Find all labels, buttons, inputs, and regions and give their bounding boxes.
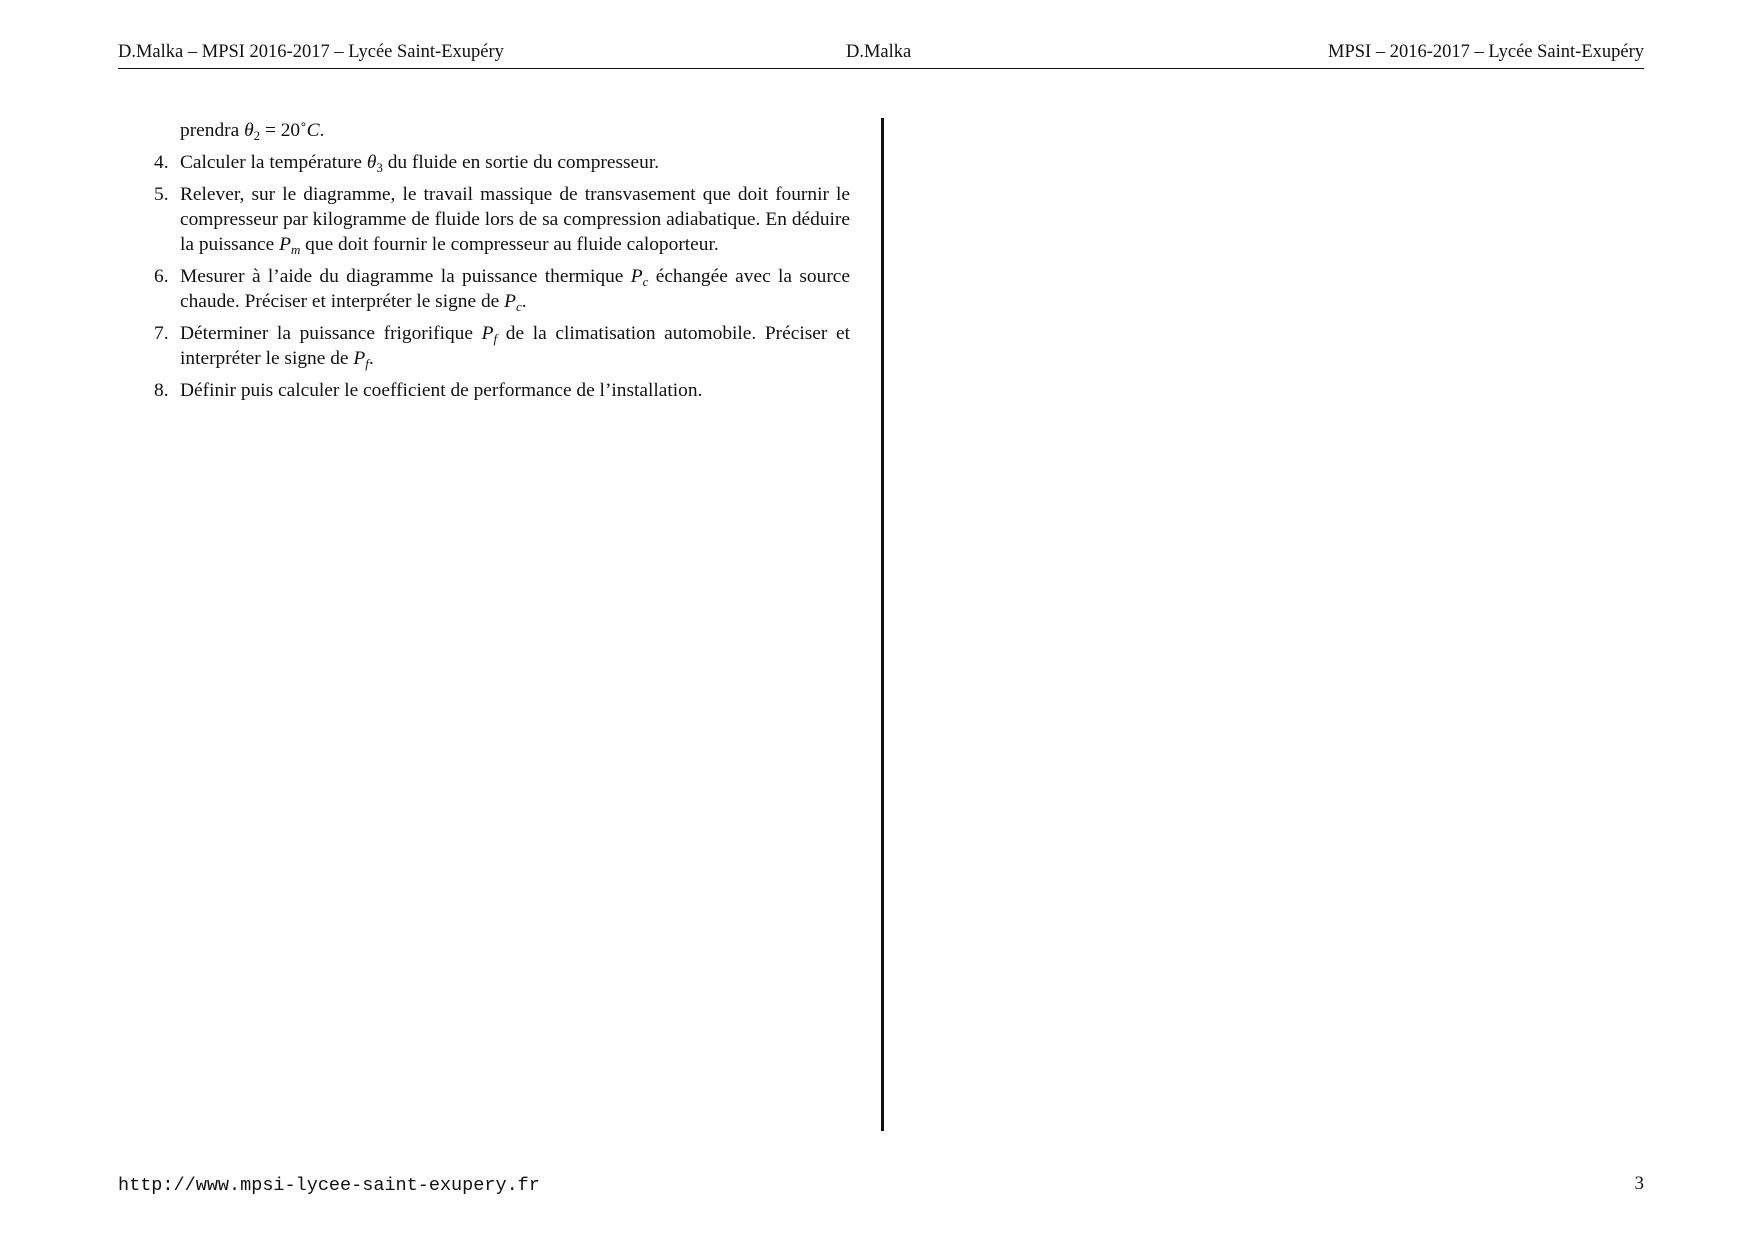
item-number: 6.	[154, 266, 169, 287]
item-text-part: .	[368, 348, 374, 369]
item-number: 8.	[154, 380, 169, 401]
list-item	[140, 150, 850, 175]
item-text-part: échangée avec la source chaude. Préciser et interpréter le signe de	[180, 266, 850, 312]
item-text	[180, 150, 850, 175]
item-text: Définir puis calculer le coefficient de performance de l’installation.	[180, 380, 703, 401]
theta-subscript: 2	[253, 128, 261, 143]
math-letter: P	[279, 234, 291, 255]
list-item	[140, 264, 850, 314]
item-number: 7.	[154, 323, 169, 344]
math-letter: P	[630, 266, 643, 287]
item-text-part: Déterminer la puissance frigorifique	[180, 323, 482, 344]
item-text	[180, 182, 850, 257]
math-symbol	[482, 323, 497, 344]
list-item	[140, 378, 850, 403]
math-letter: θ	[366, 152, 377, 173]
continuation-text: prendra	[180, 120, 245, 141]
list-item	[140, 182, 850, 257]
page-header	[118, 40, 1644, 69]
item-text-part: Mesurer à l’aide du diagramme la puissance thermique	[180, 266, 631, 287]
footer-url[interactable]: http://www.mpsi-lycee-saint-exupery.fr	[118, 1175, 540, 1196]
math-subscript: c	[515, 299, 522, 314]
math-symbol	[353, 348, 368, 369]
header-center: D.Malka	[846, 42, 912, 62]
item-text-part: de la climatisation automobile. Préciser et interpréter le signe de	[180, 323, 850, 369]
item-text	[180, 264, 850, 314]
math-subscript: f	[493, 331, 498, 346]
item-text-part: du fluide en sortie du compresseur.	[382, 152, 660, 173]
page-number: 3	[1634, 1173, 1644, 1194]
math-subscript: f	[365, 356, 369, 371]
theta-letter: θ	[244, 120, 254, 141]
list-item	[140, 321, 850, 371]
item-text	[180, 321, 850, 371]
item-text-part: Calculer la température	[180, 152, 367, 173]
item-text-part: .	[521, 291, 527, 312]
theta-symbol	[244, 120, 260, 141]
math-subscript: 3	[376, 160, 383, 175]
column-divider	[881, 118, 884, 1131]
item-text-part: que doit fournir le compresseur au fluide caloporteur.	[300, 234, 719, 255]
math-symbol	[367, 152, 383, 173]
math-symbol	[631, 266, 649, 287]
math-subscript: m	[290, 242, 301, 257]
math-letter: P	[481, 323, 494, 344]
header-left: D.Malka – MPSI 2016-2017 – Lycée Saint-Exupéry	[118, 42, 504, 62]
left-column	[140, 118, 850, 410]
math-subscript: c	[642, 274, 649, 289]
math-letter: P	[504, 291, 516, 312]
continuation-line	[140, 118, 850, 143]
item-text-part: Relever, sur le diagramme, le travail massique de transvasement que doit fournir le compresseur par kilogramme de fluide lors de sa compression adiabatique. En déduire la puissance	[180, 184, 850, 255]
item-number: 4.	[154, 152, 169, 173]
continuation-value: = 20˚	[260, 120, 307, 141]
continuation-end: .	[319, 120, 325, 141]
unit-c: C	[306, 120, 320, 141]
item-number: 5.	[154, 184, 169, 205]
header-right: MPSI – 2016-2017 – Lycée Saint-Exupéry	[1328, 42, 1644, 62]
math-letter: P	[353, 348, 366, 369]
math-symbol	[279, 234, 300, 255]
math-symbol	[504, 291, 522, 312]
